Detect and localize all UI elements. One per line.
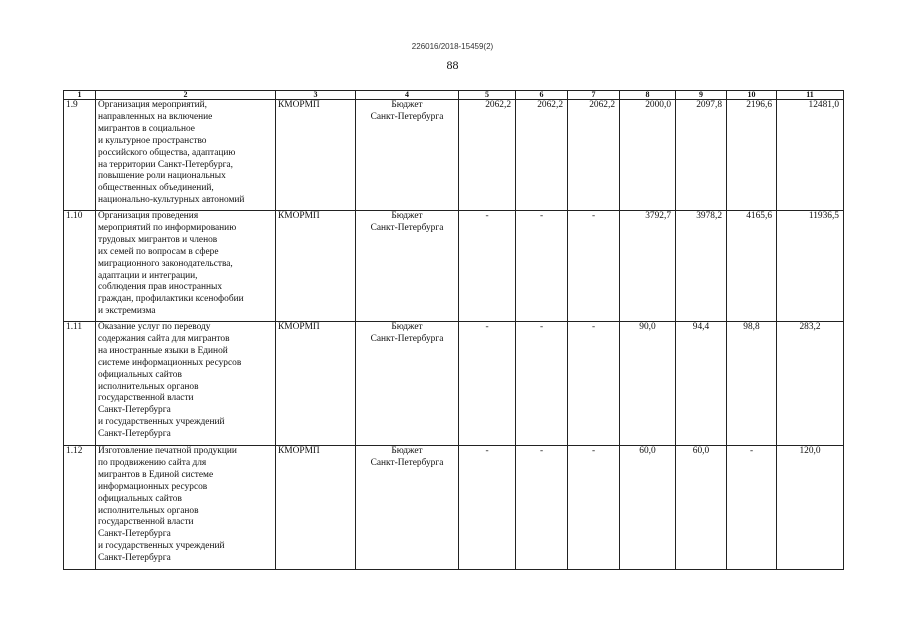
activity-title-line: содержания сайта для мигрантов	[98, 333, 230, 344]
activity-title-line: официальных сайтов	[98, 493, 182, 504]
activity-title-line: и экстремизма	[98, 306, 156, 317]
activity-title	[96, 100, 276, 211]
page-number: 88	[446, 58, 459, 72]
activity-title-line: исполнительных органов	[98, 381, 199, 392]
column-header: 5	[459, 91, 516, 100]
table-row	[64, 100, 844, 211]
activity-title-line: повышение роли национальных	[98, 171, 226, 182]
activity-title-line: на иностранные языки в Единой	[98, 345, 228, 356]
activity-title	[96, 322, 276, 446]
funding-source-line: Бюджет	[391, 446, 423, 456]
activity-title-line: Организация мероприятий,	[98, 100, 208, 110]
funding-source	[356, 322, 459, 446]
value-col-7: -	[568, 322, 620, 446]
column-header: 10	[727, 91, 777, 100]
funding-source-line: Санкт-Петербурга	[370, 222, 444, 233]
value-col-10: 98,8	[727, 322, 777, 446]
activity-title-line: системе информационных ресурсов	[98, 357, 242, 368]
value-col-9: 3978,2	[676, 211, 727, 322]
funding-source-line: Бюджет	[391, 322, 423, 332]
value-col-7: -	[568, 211, 620, 322]
activity-title-line: граждан, профилактики ксенофобии	[98, 294, 244, 305]
activity-title-line: по продвижению сайта для	[98, 457, 207, 468]
value-col-11: 283,2	[777, 322, 844, 446]
funding-source-line: Бюджет	[391, 100, 423, 110]
activity-title-line: соблюдения прав иностранных	[98, 282, 223, 293]
value-col-7: -	[568, 446, 620, 570]
value-col-10: -	[727, 446, 777, 570]
value-col-10: 2196,6	[727, 100, 777, 211]
funding-source	[356, 100, 459, 211]
activity-title-line: миграционного законодательства,	[98, 258, 233, 269]
activity-title-line: направленных на включение	[98, 111, 213, 122]
activity-title-line: мероприятий по информированию	[98, 222, 237, 233]
column-header: 4	[356, 91, 459, 100]
activity-title-line: исполнительных органов	[98, 505, 199, 516]
value-col-5: -	[459, 322, 516, 446]
row-number: 1.9	[64, 100, 96, 211]
executor: КМОРМП	[276, 322, 356, 446]
activity-title-line: и культурное пространство	[98, 135, 207, 146]
funding-source	[356, 211, 459, 322]
activity-title-line: информационных ресурсов	[98, 481, 208, 492]
value-col-5: -	[459, 211, 516, 322]
funding-source-line: Бюджет	[391, 211, 423, 221]
executor: КМОРМП	[276, 446, 356, 570]
program-table	[63, 90, 844, 570]
value-col-5: -	[459, 446, 516, 570]
value-col-5: 2062,2	[459, 100, 516, 211]
value-col-9: 94,4	[676, 322, 727, 446]
value-col-11: 12481,0	[777, 100, 844, 211]
value-col-7: 2062,2	[568, 100, 620, 211]
activity-title	[96, 211, 276, 322]
row-number: 1.10	[64, 211, 96, 322]
activity-title-line: государственной власти	[98, 517, 194, 528]
funding-source	[356, 446, 459, 570]
activity-title-line: их семей по вопросам в сфере	[98, 246, 219, 257]
activity-title-line: Оказание услуг по переводу	[98, 322, 211, 332]
value-col-6: -	[516, 322, 568, 446]
value-col-8: 2000,0	[620, 100, 676, 211]
activity-title-line: Санкт-Петербурга	[98, 553, 171, 564]
activity-title-line: на территории Санкт-Петербурга,	[98, 159, 233, 170]
column-header: 2	[96, 91, 276, 100]
activity-title-line: мигрантов в социальное	[98, 123, 195, 134]
activity-title-line: и государственных учреждений	[98, 417, 225, 428]
table-row	[64, 446, 844, 570]
value-col-6: -	[516, 446, 568, 570]
activity-title-line: Организация проведения	[98, 211, 199, 221]
column-header: 3	[276, 91, 356, 100]
activity-title-line: Изготовление печатной продукции	[98, 446, 237, 456]
activity-title-line: Санкт-Петербурга	[98, 405, 171, 416]
activity-title	[96, 446, 276, 570]
value-col-11: 120,0	[777, 446, 844, 570]
activity-title-line: национально-культурных автономий	[98, 195, 245, 206]
row-number: 1.11	[64, 322, 96, 446]
column-number-row	[64, 91, 844, 100]
activity-title-line: российского общества, адаптацию	[98, 147, 236, 158]
funding-source-line: Санкт-Петербурга	[370, 457, 444, 468]
activity-title-line: адаптации и интеграции,	[98, 270, 198, 281]
value-col-9: 60,0	[676, 446, 727, 570]
table-row	[64, 322, 844, 446]
value-col-6: -	[516, 211, 568, 322]
activity-title-line: Санкт-Петербурга	[98, 429, 171, 440]
activity-title-line: государственной власти	[98, 393, 194, 404]
value-col-8: 3792,7	[620, 211, 676, 322]
funding-source-line: Санкт-Петербурга	[370, 111, 444, 122]
column-header: 9	[676, 91, 727, 100]
value-col-8: 60,0	[620, 446, 676, 570]
value-col-11: 11936,5	[777, 211, 844, 322]
value-col-6: 2062,2	[516, 100, 568, 211]
activity-title-line: Санкт-Петербурга	[98, 529, 171, 540]
executor: КМОРМП	[276, 100, 356, 211]
column-header: 11	[777, 91, 844, 100]
activity-title-line: трудовых мигрантов и членов	[98, 234, 218, 245]
column-header: 7	[568, 91, 620, 100]
table-row	[64, 211, 844, 322]
activity-title-line: и государственных учреждений	[98, 541, 225, 552]
funding-source-line: Санкт-Петербурга	[370, 333, 444, 344]
executor: КМОРМП	[276, 211, 356, 322]
value-col-10: 4165,6	[727, 211, 777, 322]
document-id: 226016/2018-15459(2)	[411, 42, 494, 51]
column-header: 8	[620, 91, 676, 100]
value-col-9: 2097,8	[676, 100, 727, 211]
column-header: 1	[64, 91, 96, 100]
row-number: 1.12	[64, 446, 96, 570]
value-col-8: 90,0	[620, 322, 676, 446]
column-header: 6	[516, 91, 568, 100]
activity-title-line: общественных объединений,	[98, 183, 214, 194]
activity-title-line: официальных сайтов	[98, 369, 182, 380]
activity-title-line: мигрантов в Единой системе	[98, 469, 214, 480]
